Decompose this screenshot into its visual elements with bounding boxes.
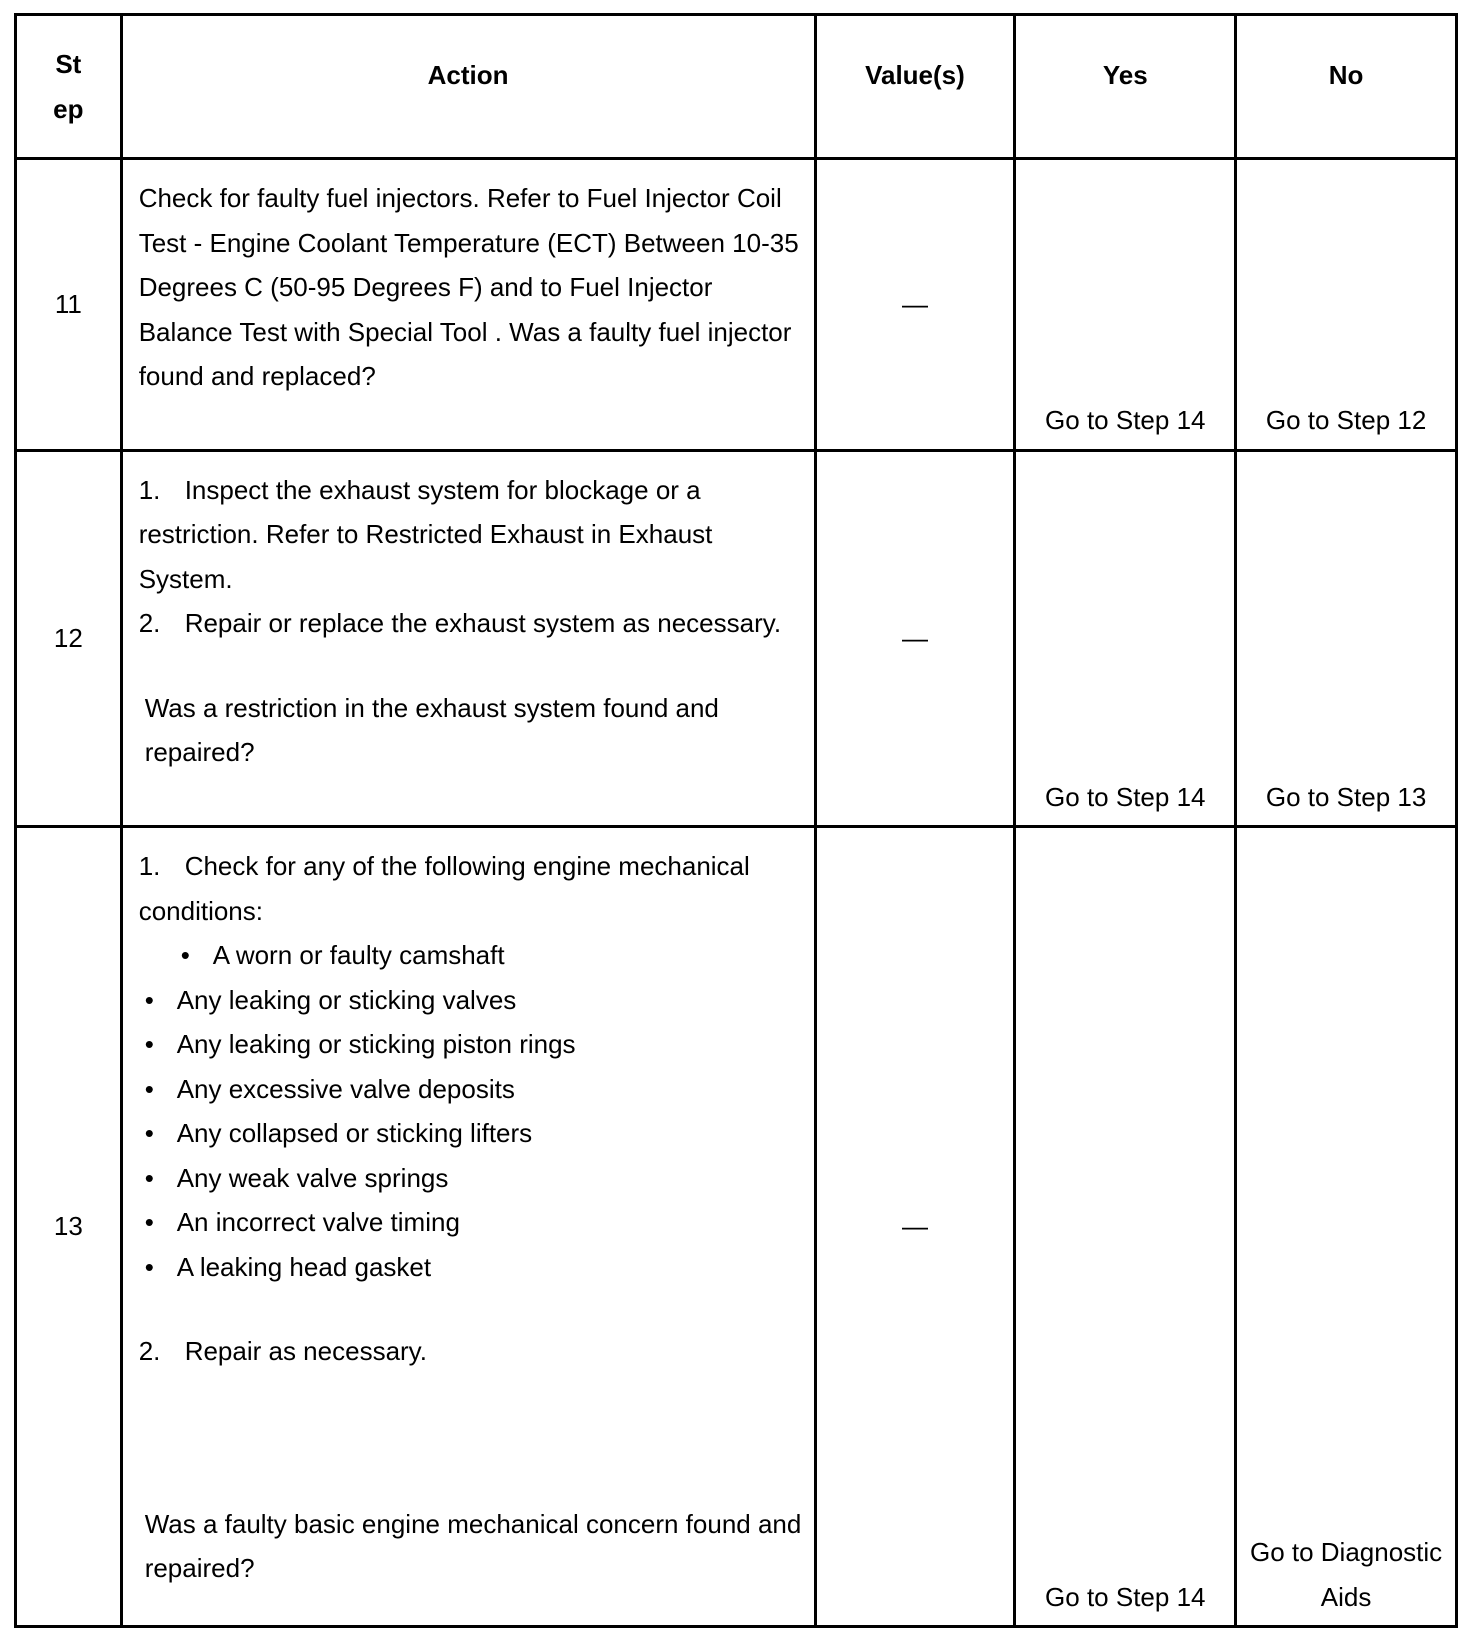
- value-cell: —: [815, 159, 1015, 451]
- bullet-item: • Any weak valve springs: [144, 1162, 449, 1193]
- bullet-item: • Any leaking or sticking valves: [144, 984, 517, 1015]
- question-text: Was a faulty basic engine mechanical concern found and repaired?: [144, 1508, 802, 1584]
- table-row: [16, 827, 1457, 1627]
- list-item: 2. Repair as necessary.: [138, 1336, 427, 1367]
- step-number: 13: [16, 827, 122, 1627]
- yes-cell: Go to Step 14: [1015, 450, 1236, 826]
- list-item: 1. Check for any of the following engine mechanical conditions:: [138, 851, 750, 926]
- bullet-item: • Any excessive valve deposits: [144, 1073, 515, 1104]
- value-cell: —: [815, 450, 1015, 826]
- action-cell: [121, 159, 815, 451]
- no-cell: Go to Step 12: [1236, 159, 1457, 451]
- no-cell: Go to Diagnostic Aids: [1236, 827, 1457, 1627]
- no-cell: Go to Step 13: [1236, 450, 1457, 826]
- bullet-item: • A worn or faulty camshaft: [180, 940, 505, 971]
- table-row: [16, 159, 1457, 451]
- header-no: No: [1236, 15, 1457, 159]
- diagnostic-table: [14, 13, 1458, 1628]
- header-step: St ep: [16, 15, 122, 159]
- bullet-item: • A leaking head gasket: [144, 1251, 432, 1282]
- action-cell: [121, 450, 815, 826]
- header-row: [16, 15, 1457, 159]
- header-action: Action: [121, 15, 815, 159]
- table-row: [16, 450, 1457, 826]
- bullet-item: • Any collapsed or sticking lifters: [144, 1118, 533, 1149]
- list-item: 1. Inspect the exhaust system for blockage or a restriction. Refer to Restricted Exhaust in Exhaust System.: [138, 474, 713, 594]
- bullet-item: • Any leaking or sticking piston rings: [144, 1029, 576, 1060]
- yes-cell: Go to Step 14: [1015, 827, 1236, 1627]
- action-cell: [121, 827, 815, 1627]
- bullet-item: • An incorrect valve timing: [144, 1207, 460, 1238]
- value-cell: —: [815, 827, 1015, 1627]
- question-text: Was a restriction in the exhaust system found and repaired?: [144, 692, 719, 768]
- step-number: 12: [16, 450, 122, 826]
- yes-cell: Go to Step 14: [1015, 159, 1236, 451]
- header-values: Value(s): [815, 15, 1015, 159]
- action-text: Check for faulty fuel injectors. Refer to Fuel Injector Coil Test - Engine Coolant Temperature (ECT) Between 10-35 Degrees C (50-95 Degrees F) and to Fuel Injector Balance Test with Special Tool . Was a faulty fuel injector found and replaced?: [138, 183, 806, 392]
- step-number: 11: [16, 159, 122, 451]
- header-yes: Yes: [1015, 15, 1236, 159]
- list-item: 2. Repair or replace the exhaust system as necessary.: [138, 608, 782, 639]
